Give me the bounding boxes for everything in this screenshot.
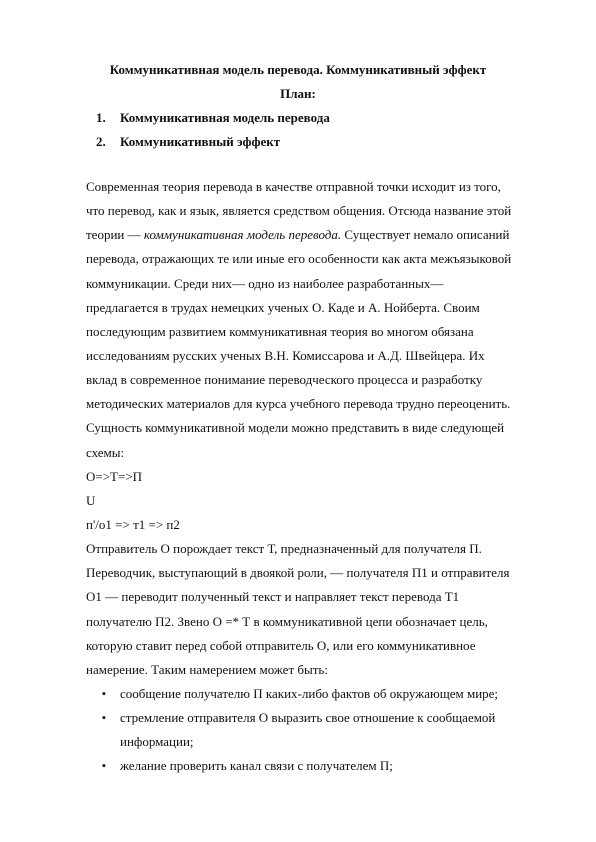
text-line: последующим развитием коммуникативная теория во многом обязана — [86, 323, 474, 339]
text-line — [86, 223, 546, 247]
text-line: Современная теория перевода в качестве отправной точки исходит из того, — [86, 179, 501, 194]
plan-item — [96, 130, 330, 154]
italic-term: коммуникативная модель перевода. — [143, 227, 342, 243]
text-line: что перевод, как и язык, является средством общения. Отсюда название этой — [86, 203, 512, 219]
bullet-item-continuation — [86, 730, 546, 754]
text-line: исследованиям русских ученых В.Н. Комиссарова и А.Д. Швейцера. Их — [86, 347, 485, 363]
formula-line: О=>Т=>П — [86, 468, 143, 484]
bullet-text: желание проверить канал связи с получателем П; — [120, 758, 393, 774]
text-line: перевода, отражающих те или иные его особенности как акта межъязыковой — [86, 251, 512, 267]
formula-line: п'/о1 => т1 => п2 — [86, 516, 180, 532]
text-line: которую ставит перед собой отправитель О, или его коммуникативное — [86, 637, 476, 653]
text-line: намерение. Таким намерением может быть: — [86, 661, 328, 677]
bullet-list — [86, 682, 546, 779]
text-line: методических материалов для курса учебного перевода трудно переоценить. — [86, 396, 511, 412]
text-line: схемы: — [86, 444, 125, 460]
text-line: Переводчик, выступающий в двоякой роли, — получателя П1 и отправителя — [86, 565, 510, 581]
plan-item-number: 1. — [96, 110, 106, 125]
plan-list — [96, 106, 330, 154]
formula-line: U — [86, 492, 96, 508]
text-line: вклад в современное понимание переводческого процесса и разработку — [86, 372, 483, 388]
text-line: предлагается в трудах немецких ученых О. Каде и А. Нойберта. Своим — [86, 299, 480, 315]
plan-item-text: Коммуникативная модель перевода — [120, 110, 330, 125]
bullet-icon: ▪ — [102, 760, 106, 773]
plan-item-text: Коммуникативный эффект — [120, 134, 281, 149]
plan-item — [96, 106, 330, 130]
document-title: Коммуникативная модель перевода. Коммуникативный эффект — [109, 62, 487, 77]
text-line: О1 — переводит полученный текст и направляет текст перевода Т1 — [86, 589, 460, 605]
bullet-item — [86, 706, 546, 730]
text-line: Сущность коммуникативной модели можно представить в виде следующей — [86, 420, 505, 436]
bullet-text: информации; — [120, 734, 194, 750]
text-fragment: Существует немало описаний — [341, 227, 510, 243]
text-line: Отправитель О порождает текст Т, предназначенный для получателя П. — [86, 541, 482, 557]
text-line: коммуникации. Среди них— одно из наиболее разработанных— — [86, 275, 444, 291]
bullet-text: сообщение получателю П каких-либо фактов об окружающем мире; — [120, 685, 499, 701]
body-text — [86, 175, 546, 779]
bullet-icon: ▪ — [102, 687, 106, 700]
bullet-icon: ▪ — [102, 712, 106, 725]
bullet-item — [86, 682, 546, 706]
text-line: получателю П2. Звено О =* Т в коммуникативной цепи обозначает цель, — [86, 613, 488, 629]
plan-item-number: 2. — [96, 134, 106, 149]
bullet-item — [86, 754, 546, 778]
bullet-text: стремление отправителя О выразить свое отношение к сообщаемой — [120, 710, 496, 726]
plan-heading: План: — [280, 86, 316, 101]
text-fragment: теории — — [86, 227, 144, 243]
